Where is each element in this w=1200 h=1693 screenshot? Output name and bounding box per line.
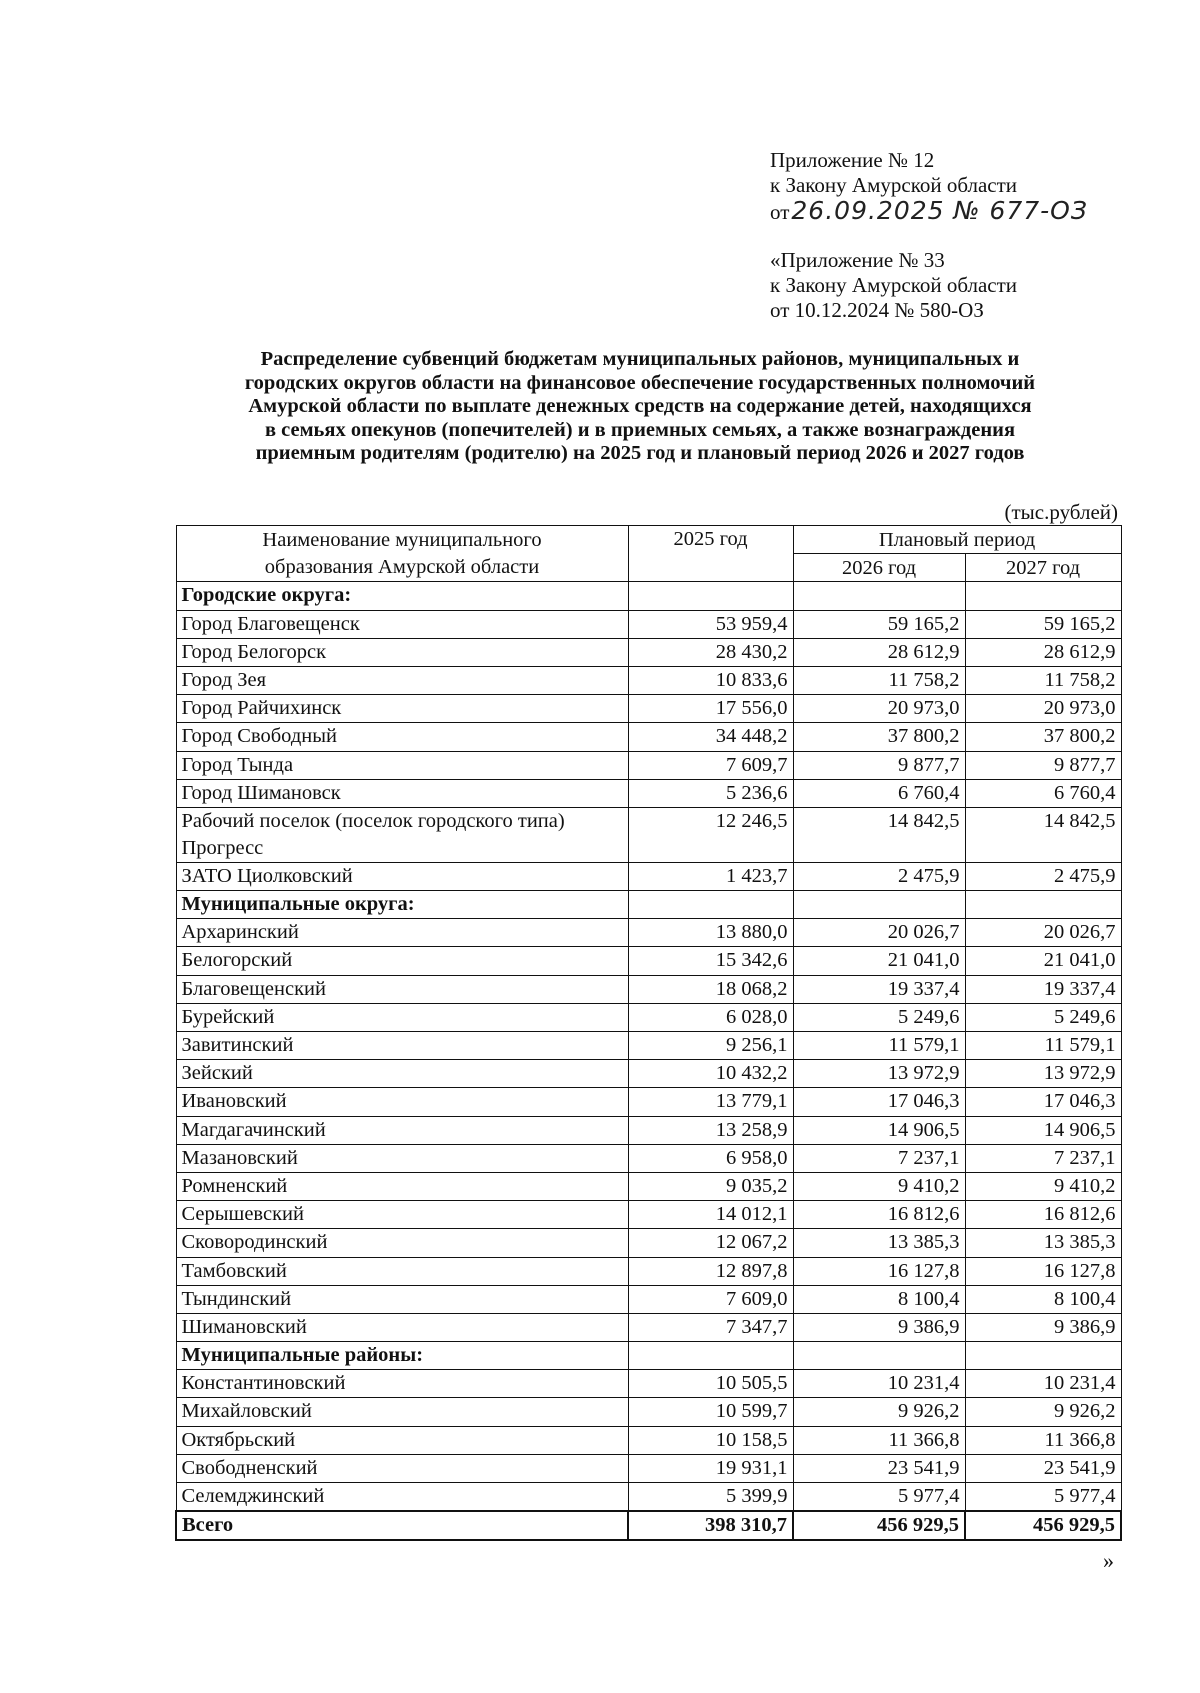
quoted-appendix-number: «Приложение № 33 — [770, 248, 945, 272]
section-title: Городские округа: — [176, 582, 628, 610]
value-2025: 5 236,6 — [628, 779, 793, 807]
value-2026: 17 046,3 — [793, 1088, 965, 1116]
municipality-name: Благовещенский — [176, 975, 628, 1003]
value-2026: 5 249,6 — [793, 1003, 965, 1031]
value-2026: 8 100,4 — [793, 1285, 965, 1313]
value-2027: 16 127,8 — [965, 1257, 1121, 1285]
municipality-name: Город Шимановск — [176, 779, 628, 807]
municipality-name: Константиновский — [176, 1370, 628, 1398]
value-2027: 10 231,4 — [965, 1370, 1121, 1398]
table-row — [176, 695, 1121, 723]
value-2026: 16 127,8 — [793, 1257, 965, 1285]
table-row — [176, 723, 1121, 751]
value-2026: 13 972,9 — [793, 1060, 965, 1088]
total-2025: 398 310,7 — [628, 1511, 793, 1540]
value-2025: 12 246,5 — [628, 807, 793, 862]
value-2026: 23 541,9 — [793, 1454, 965, 1482]
document-title — [160, 348, 1120, 466]
table-row — [176, 919, 1121, 947]
quoted-appendix-law: к Закону Амурской области — [770, 273, 1018, 297]
value-2025: 10 158,5 — [628, 1426, 793, 1454]
municipality-name: Михайловский — [176, 1398, 628, 1426]
value-2026: 2 475,9 — [793, 862, 965, 890]
municipality-name: Город Райчихинск — [176, 695, 628, 723]
table-row — [176, 1201, 1121, 1229]
table-row — [176, 1257, 1121, 1285]
total-label: Всего — [176, 1511, 628, 1540]
section-title: Муниципальные округа: — [176, 891, 628, 919]
value-2026: 9 386,9 — [793, 1313, 965, 1341]
value-2026: 20 026,7 — [793, 919, 965, 947]
municipality-name: Город Свободный — [176, 723, 628, 751]
table-row — [176, 1454, 1121, 1482]
table-row — [176, 975, 1121, 1003]
value-2026: 37 800,2 — [793, 723, 965, 751]
municipality-name: Магдагачинский — [176, 1116, 628, 1144]
municipality-name: Тамбовский — [176, 1257, 628, 1285]
header-municipality-line2: образования Амурской области — [264, 555, 540, 578]
municipality-name: Сковородинский — [176, 1229, 628, 1257]
header-year-2026: 2026 год — [793, 554, 965, 582]
section-title: Муниципальные районы: — [176, 1342, 628, 1370]
table-row — [176, 1285, 1121, 1313]
municipality-name: Свободненский — [176, 1454, 628, 1482]
table-row — [176, 638, 1121, 666]
value-2026: 11 366,8 — [793, 1426, 965, 1454]
value-2027: 28 612,9 — [965, 638, 1121, 666]
handwritten-date: 26.09.2025 № 677-ОЗ — [791, 196, 1088, 225]
units-note: (тыс.рублей) — [1004, 500, 1118, 524]
value-2027: 11 579,1 — [965, 1032, 1121, 1060]
municipality-name: Архаринский — [176, 919, 628, 947]
header-municipality-line1: Наименование муниципального — [262, 528, 542, 551]
value-2026: 10 231,4 — [793, 1370, 965, 1398]
value-2025: 10 432,2 — [628, 1060, 793, 1088]
municipality-name: Город Зея — [176, 666, 628, 694]
municipality-name: Город Тында — [176, 751, 628, 779]
value-2027: 2 475,9 — [965, 862, 1121, 890]
value-2026: 16 812,6 — [793, 1201, 965, 1229]
municipality-name: Тындинский — [176, 1285, 628, 1313]
value-2027: 14 906,5 — [965, 1116, 1121, 1144]
quoted-appendix-date: от 10.12.2024 № 580-ОЗ — [770, 298, 984, 322]
header-year-2027: 2027 год — [965, 554, 1121, 582]
value-2025: 17 556,0 — [628, 695, 793, 723]
table-row — [176, 1116, 1121, 1144]
value-2025: 28 430,2 — [628, 638, 793, 666]
value-2027: 37 800,2 — [965, 723, 1121, 751]
value-2025: 7 347,7 — [628, 1313, 793, 1341]
title-line: Амурской области по выплате денежных средств на содержание детей, находящихся — [248, 395, 1032, 417]
value-2025: 7 609,7 — [628, 751, 793, 779]
municipality-name: Город Благовещенск — [176, 610, 628, 638]
table-row — [176, 1398, 1121, 1426]
table-row — [176, 1060, 1121, 1088]
municipality-name: Ивановский — [176, 1088, 628, 1116]
table-row — [176, 807, 1121, 862]
appendix-reference — [770, 148, 1170, 225]
value-2025: 10 505,5 — [628, 1370, 793, 1398]
value-2025: 14 012,1 — [628, 1201, 793, 1229]
value-2025 — [628, 1342, 793, 1370]
subvention-table — [175, 525, 1122, 1541]
table-row — [176, 666, 1121, 694]
municipality-name: Ромненский — [176, 1172, 628, 1200]
value-2027: 13 385,3 — [965, 1229, 1121, 1257]
municipality-name: Бурейский — [176, 1003, 628, 1031]
value-2025: 6 958,0 — [628, 1144, 793, 1172]
value-2027: 21 041,0 — [965, 947, 1121, 975]
table-row — [176, 610, 1121, 638]
total-2026: 456 929,5 — [793, 1511, 965, 1540]
value-2025: 18 068,2 — [628, 975, 793, 1003]
value-2026: 20 973,0 — [793, 695, 965, 723]
table-row — [176, 1032, 1121, 1060]
table-row — [176, 751, 1121, 779]
value-2025: 34 448,2 — [628, 723, 793, 751]
value-2027: 9 386,9 — [965, 1313, 1121, 1341]
value-2027: 5 249,6 — [965, 1003, 1121, 1031]
municipality-name: Шимановский — [176, 1313, 628, 1341]
value-2026: 14 906,5 — [793, 1116, 965, 1144]
value-2026: 21 041,0 — [793, 947, 965, 975]
value-2025: 15 342,6 — [628, 947, 793, 975]
value-2027: 16 812,6 — [965, 1201, 1121, 1229]
value-2025: 10 833,6 — [628, 666, 793, 694]
value-2026: 11 579,1 — [793, 1032, 965, 1060]
value-2026: 9 877,7 — [793, 751, 965, 779]
quoted-appendix-reference — [770, 248, 1170, 323]
value-2025 — [628, 582, 793, 610]
value-2027: 59 165,2 — [965, 610, 1121, 638]
value-2025: 6 028,0 — [628, 1003, 793, 1031]
title-line: городских округов области на финансовое обеспечение государственных полномочий — [244, 371, 1036, 394]
appendix-law: к Закону Амурской области — [770, 173, 1018, 197]
value-2026: 59 165,2 — [793, 610, 965, 638]
value-2027: 6 760,4 — [965, 779, 1121, 807]
appendix-date-line — [770, 198, 1170, 225]
total-2027: 456 929,5 — [965, 1511, 1121, 1540]
table-row — [176, 947, 1121, 975]
value-2026: 6 760,4 — [793, 779, 965, 807]
value-2025: 12 067,2 — [628, 1229, 793, 1257]
value-2026 — [793, 1342, 965, 1370]
municipality-name: Город Белогорск — [176, 638, 628, 666]
value-2025: 9 035,2 — [628, 1172, 793, 1200]
municipality-name: ЗАТО Циолковский — [176, 862, 628, 890]
table-row — [176, 1229, 1121, 1257]
value-2025 — [628, 891, 793, 919]
appendix-number: Приложение № 12 — [770, 148, 935, 172]
table-row — [176, 1088, 1121, 1116]
value-2025: 13 880,0 — [628, 919, 793, 947]
value-2027: 23 541,9 — [965, 1454, 1121, 1482]
value-2026: 5 977,4 — [793, 1483, 965, 1512]
closing-quote: » — [1103, 1548, 1114, 1573]
table-row — [176, 1003, 1121, 1031]
value-2027: 14 842,5 — [965, 807, 1121, 862]
value-2025: 19 931,1 — [628, 1454, 793, 1482]
table-row — [176, 1483, 1121, 1512]
value-2027: 5 977,4 — [965, 1483, 1121, 1512]
table-row — [176, 1313, 1121, 1341]
value-2027: 11 366,8 — [965, 1426, 1121, 1454]
value-2025: 53 959,4 — [628, 610, 793, 638]
value-2026: 9 410,2 — [793, 1172, 965, 1200]
table-row — [176, 1426, 1121, 1454]
value-2027: 20 973,0 — [965, 695, 1121, 723]
municipality-name: Рабочий поселок (поселок городского типа) Прогресс — [176, 807, 628, 862]
value-2025: 12 897,8 — [628, 1257, 793, 1285]
municipality-name: Октябрьский — [176, 1426, 628, 1454]
header-planned-period: Плановый период — [793, 526, 1121, 554]
value-2027: 8 100,4 — [965, 1285, 1121, 1313]
value-2027 — [965, 582, 1121, 610]
value-2027: 9 926,2 — [965, 1398, 1121, 1426]
value-2026: 7 237,1 — [793, 1144, 965, 1172]
value-2027: 11 758,2 — [965, 666, 1121, 694]
appendix-from-prefix: от — [770, 200, 790, 224]
value-2025: 7 609,0 — [628, 1285, 793, 1313]
municipality-name: Мазановский — [176, 1144, 628, 1172]
title-line: в семьях опекунов (попечителей) и в приемных семьях, а также вознаграждения — [264, 418, 1016, 441]
table-row — [176, 1172, 1121, 1200]
value-2027: 9 877,7 — [965, 751, 1121, 779]
value-2026: 28 612,9 — [793, 638, 965, 666]
value-2025: 5 399,9 — [628, 1483, 793, 1512]
table-row — [176, 1144, 1121, 1172]
municipality-name: Зейский — [176, 1060, 628, 1088]
value-2027: 19 337,4 — [965, 975, 1121, 1003]
value-2026: 13 385,3 — [793, 1229, 965, 1257]
total-row — [176, 1511, 1121, 1540]
value-2025: 13 779,1 — [628, 1088, 793, 1116]
table-row — [176, 779, 1121, 807]
title-line: приемным родителям (родителю) на 2025 год и плановый период 2026 и 2027 годов — [255, 442, 1025, 464]
value-2026: 14 842,5 — [793, 807, 965, 862]
value-2025: 10 599,7 — [628, 1398, 793, 1426]
value-2026 — [793, 582, 965, 610]
section-row — [176, 891, 1121, 919]
section-row — [176, 1342, 1121, 1370]
value-2027: 7 237,1 — [965, 1144, 1121, 1172]
municipality-name: Белогорский — [176, 947, 628, 975]
value-2026: 19 337,4 — [793, 975, 965, 1003]
value-2026 — [793, 891, 965, 919]
header-year-2025: 2025 год — [628, 526, 793, 582]
municipality-name: Серышевский — [176, 1201, 628, 1229]
header-municipality — [176, 526, 628, 582]
value-2027: 9 410,2 — [965, 1172, 1121, 1200]
value-2027: 17 046,3 — [965, 1088, 1121, 1116]
value-2027: 13 972,9 — [965, 1060, 1121, 1088]
section-row — [176, 582, 1121, 610]
municipality-name: Завитинский — [176, 1032, 628, 1060]
table-body — [176, 582, 1121, 1541]
value-2025: 1 423,7 — [628, 862, 793, 890]
value-2026: 9 926,2 — [793, 1398, 965, 1426]
municipality-name: Селемджинский — [176, 1483, 628, 1512]
value-2027: 20 026,7 — [965, 919, 1121, 947]
value-2027 — [965, 1342, 1121, 1370]
value-2026: 11 758,2 — [793, 666, 965, 694]
table-row — [176, 862, 1121, 890]
value-2025: 13 258,9 — [628, 1116, 793, 1144]
title-line: Распределение субвенций бюджетам муниципальных районов, муниципальных и — [260, 348, 1020, 370]
value-2027 — [965, 891, 1121, 919]
table-row — [176, 1370, 1121, 1398]
value-2025: 9 256,1 — [628, 1032, 793, 1060]
